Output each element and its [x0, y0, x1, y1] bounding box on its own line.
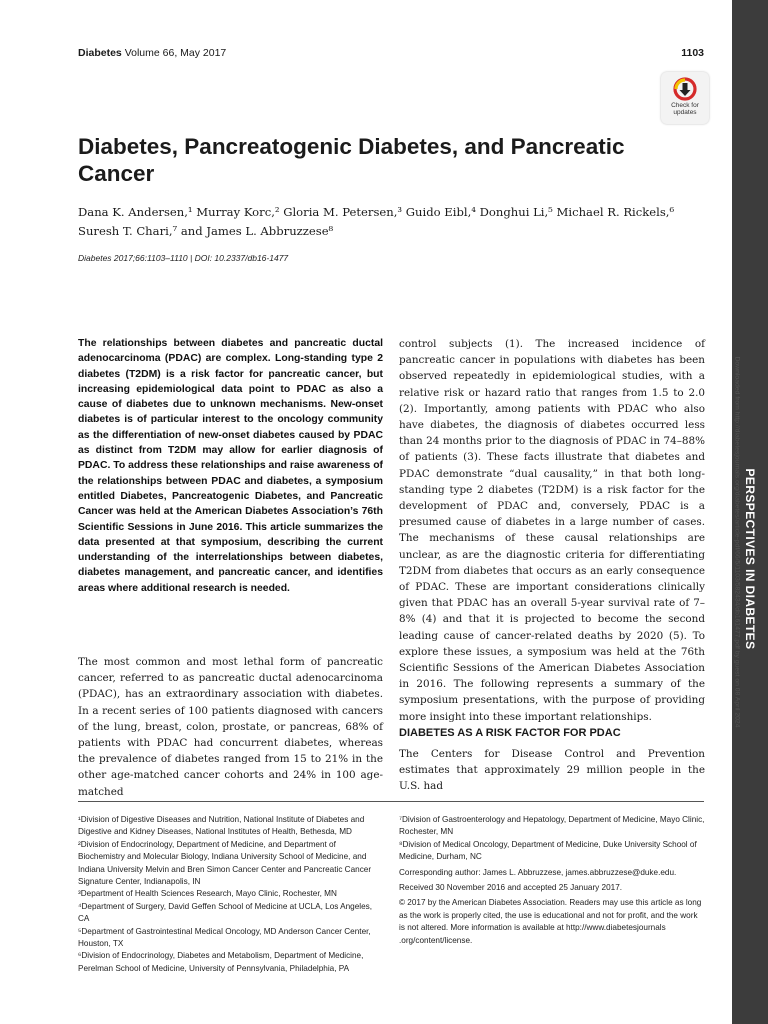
affiliation-7: ⁷Division of Gastroenterology and Hepatology, Department of Medicine, Mayo Clinic, Rochester, MN	[399, 815, 705, 837]
corresponding-author: Corresponding author: James L. Abbruzzese, james.abbruzzese@duke.edu.	[399, 867, 677, 877]
affiliation-3: ³Department of Health Sciences Research, Mayo Clinic, Rochester, MN	[78, 889, 337, 899]
footnote-divider	[78, 801, 704, 802]
received-dates: Received 30 November 2016 and accepted 25 January 2017.	[399, 883, 623, 893]
section-heading: DIABETES AS A RISK FACTOR FOR PDAC	[399, 727, 621, 739]
check-for-updates-button[interactable]	[661, 72, 709, 124]
authors-line-1: Dana K. Andersen,¹ Murray Korc,² Gloria M. Petersen,³ Guido Eibl,⁴ Donghui Li,⁵ Michael R. Rickels,⁶	[78, 205, 675, 219]
affiliation-1: ¹Division of Digestive Diseases and Nutrition, National Institute of Diabetes and Digestive and Kidney Diseases, National Institutes of Health, Bethesda, MD	[78, 815, 365, 837]
download-watermark: Downloaded from http://diabetesjournals.org/diabetes/article-pdf/66/5/1103/582434/db161477.pdf by guest on 08 April 2024	[733, 356, 741, 728]
body-column-2-paragraph: control subjects (1). The increased incidence of pancreatic cancer in populations with diabetes has been observed repeatedly in epidemiological studies, with a relative risk or hazard ratio that ranges from 1.5 to 2.0 (2). Importantly, among patients with PDAC who also have diabetes, the diagnosis of diabetes occurred less than 24 months prior to the diagnosis of PDAC in 74–88% of patients (3). These facts illustrate that diabetes and PDAC demonstrate “dual causality,” in that both long-standing type 2 diabetes (T2DM) is a risk factor for the development of PDAC and, conversely, PDAC is a presumed cause of diabetes in a large number of cases. The mechanisms of these causal relationships are unclear, as are the diagnostic criteria for differentiating T2DM from diabetes that occurs as an early consequence of PDAC. These are important considerations clinically given that PDAC has an overall 5-year survival rate of 7–8% (4) and that it is projected to become the second leading cause of cancer-related deaths by 2020 (5). To explore these issues, a symposium was held at the 76th Scientific Sessions of the American Diabetes Association in 2016. The following represents a summary of the symposium presentations, with the purpose of providing more insight into these important relationships.	[399, 338, 705, 723]
running-header	[78, 47, 704, 61]
badge-label-line1: Check for	[671, 102, 699, 109]
affiliation-6: ⁶Division of Endocrinology, Diabetes and Metabolism, Department of Medicine, Perelman School of Medicine, University of Pennsylvania, Philadelphia, PA	[78, 951, 364, 973]
article-title: Diabetes, Pancreatogenic Diabetes, and Pancreatic Cancer	[78, 134, 625, 186]
check-for-updates-icon	[673, 77, 697, 101]
badge-label-line2: updates	[673, 109, 697, 116]
affiliation-4: ⁴Department of Surgery, David Geffen School of Medicine at UCLA, Los Angeles, CA	[78, 901, 373, 924]
body-section-paragraph: The Centers for Disease Control and Prevention estimates that approximately 29 million people in the U.S. had	[399, 748, 705, 793]
issue-info: Volume 66, May 2017	[124, 47, 227, 59]
affiliation-5: ⁵Department of Gastrointestinal Medical Oncology, MD Anderson Cancer Center, Houston, TX	[78, 926, 371, 949]
affiliation-2: ²Division of Endocrinology, Department of Medicine, and Department of Biochemistry and Molecular Biology, Indiana University School of Medicine, and Indiana University Melvin and Bren Simon Cancer Center and Pancreatic Cancer Signature Center, Indianapolis, IN	[78, 839, 372, 887]
page-number: 1103	[681, 47, 704, 59]
affiliation-8: ⁸Division of Medical Oncology, Department of Medicine, Duke University School of Medicine, Durham, NC	[399, 839, 697, 862]
authors-line-2: Suresh T. Chari,⁷ and James L. Abbruzzese⁸	[78, 224, 334, 238]
section-label: PERSPECTIVES IN DIABETES	[743, 468, 757, 650]
copyright-notice: © 2017 by the American Diabetes Association. Readers may use this article as long as the work is properly cited, the use is educational and not for profit, and the work is not altered. More information is available at http://www.diabetesjournals .org/content/license.	[399, 898, 702, 945]
body-intro-paragraph: The most common and most lethal form of pancreatic cancer, referred to as pancreatic ductal adenocarcinoma (PDAC), has an extraordinary association with diabetes. In a recent series of 100 patients diagnosed with cancers of the lung, breast, colon, prostate, or pancreas, 68% of patients with PDAC had concurrent diabetes, whereas the prevalence of diabetes ranged from 15 to 21% in the other age-matched cancer cohorts and 24% in 100 age-matched	[78, 656, 383, 798]
citation-doi: Diabetes 2017;66:1103–1110 | DOI: 10.2337/db16-1477	[78, 253, 289, 263]
footnotes-right	[399, 814, 705, 947]
footnotes-left	[78, 814, 384, 975]
author-list	[78, 203, 698, 241]
abstract: The relationships between diabetes and pancreatic ductal adenocarcinoma (PDAC) are complex. Long-standing type 2 diabetes (T2DM) is a risk factor for pancreatic cancer, but increasing epidemiological data point to PDAC as also a cause of diabetes due to unknown mechanisms. New-onset diabetes is of particular interest to the oncology community as the differentiation of new-onset diabetes caused by PDAC as distinct from T2DM may allow for earlier diagnosis of PDAC. To address these relationships and raise awareness of the relationships between PDAC and diabetes, a symposium entitled Diabetes, Pancreatogenic Diabetes, and Pancreatic Cancer was held at the American Diabetes Association’s 76th Scientific Sessions in June 2016. This article summarizes the data presented at that symposium, describing the current understanding of the interrelationships between diabetes, diabetes management, and pancreatic cancer, and identifies areas where additional research is needed.	[78, 338, 383, 594]
journal-name: Diabetes	[78, 47, 122, 59]
